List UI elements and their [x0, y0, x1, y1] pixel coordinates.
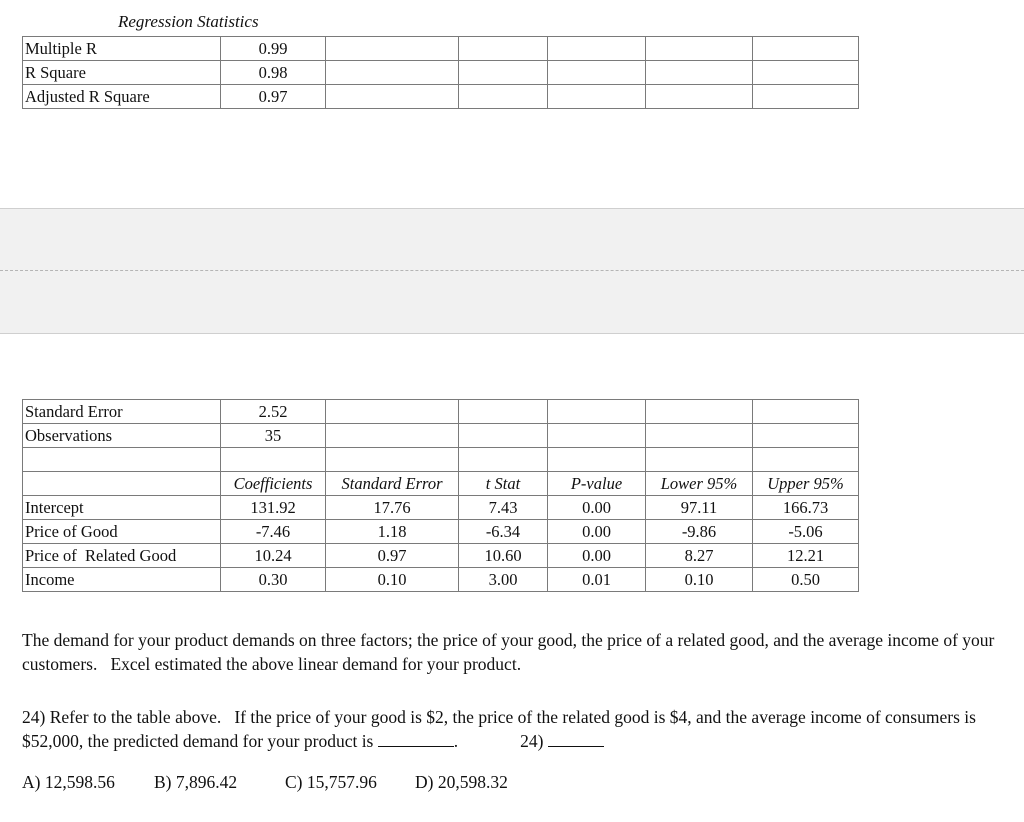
cell-value: -9.86 — [646, 520, 753, 544]
cell-value: 0.30 — [221, 568, 326, 592]
empty-cell — [459, 400, 548, 424]
question-end: . — [453, 731, 459, 751]
choice-d: D) 20,598.32 — [415, 772, 508, 792]
choice-c: C) 15,757.96 — [285, 772, 377, 792]
row-label: Adjusted R Square — [23, 85, 221, 109]
cell-value: 0.50 — [753, 568, 859, 592]
cell-value: 131.92 — [221, 496, 326, 520]
table-row — [23, 568, 859, 592]
answer-choices — [22, 772, 508, 793]
row-value: 0.97 — [221, 85, 326, 109]
page-break-divider — [0, 270, 1024, 271]
cell-value: -6.34 — [459, 520, 548, 544]
question-24-paragraph — [22, 705, 1012, 753]
cell-value: 3.00 — [459, 568, 548, 592]
cell-value: 10.24 — [221, 544, 326, 568]
empty-cell — [646, 85, 753, 109]
problem-context-paragraph: The demand for your product demands on three factors; the price of your good, the price of a related good, and the average income of your customers. Excel estimated the above linear demand for your product. — [22, 630, 999, 674]
empty-cell — [753, 448, 859, 472]
row-label: Income — [23, 568, 221, 592]
cell-value: 0.10 — [646, 568, 753, 592]
cell-value: 0.00 — [548, 520, 646, 544]
row-label: Intercept — [23, 496, 221, 520]
empty-cell — [459, 448, 548, 472]
regression-statistics-title: Regression Statistics — [118, 12, 259, 31]
empty-cell — [548, 37, 646, 61]
cell-value: -5.06 — [753, 520, 859, 544]
question-text: 24) Refer to the table above. If the price of your good is $2, the price of the related good is $4, and the average income of consumers is $52,000, the predicted demand for your product is — [22, 707, 981, 751]
cell-value: 0.00 — [548, 544, 646, 568]
cell-value: 1.18 — [326, 520, 459, 544]
empty-cell — [753, 424, 859, 448]
choice-b: B) 7,896.42 — [154, 772, 238, 792]
cell-value: 12.21 — [753, 544, 859, 568]
row-value: 2.52 — [221, 400, 326, 424]
table-row — [23, 85, 859, 109]
column-header: Upper 95% — [753, 472, 859, 496]
row-label: Price of Good — [23, 520, 221, 544]
cell-value: 166.73 — [753, 496, 859, 520]
column-header: Coefficients — [221, 472, 326, 496]
cell-value: 7.43 — [459, 496, 548, 520]
row-value: 35 — [221, 424, 326, 448]
empty-cell — [326, 85, 459, 109]
empty-cell — [548, 448, 646, 472]
row-label: Observations — [23, 424, 221, 448]
empty-cell — [646, 424, 753, 448]
empty-cell — [326, 400, 459, 424]
cell-value: 8.27 — [646, 544, 753, 568]
empty-cell — [646, 448, 753, 472]
empty-cell — [548, 61, 646, 85]
table-header-row — [23, 472, 859, 496]
answer-blank — [378, 731, 454, 747]
empty-cell — [326, 37, 459, 61]
answer-line — [548, 731, 604, 747]
empty-cell — [459, 37, 548, 61]
empty-cell — [326, 448, 459, 472]
page-break-band — [0, 208, 1024, 334]
row-label: Multiple R — [23, 37, 221, 61]
row-label: Price of Related Good — [23, 544, 221, 568]
cell-value: 10.60 — [459, 544, 548, 568]
table-row — [23, 496, 859, 520]
empty-cell — [646, 400, 753, 424]
regression-output-table — [22, 399, 859, 592]
column-header: Lower 95% — [646, 472, 753, 496]
column-header: t Stat — [459, 472, 548, 496]
empty-cell — [753, 85, 859, 109]
empty-cell — [753, 37, 859, 61]
table-row — [23, 400, 859, 424]
row-label: Standard Error — [23, 400, 221, 424]
row-value: 0.98 — [221, 61, 326, 85]
table-row — [23, 37, 859, 61]
empty-cell — [548, 85, 646, 109]
empty-cell — [459, 85, 548, 109]
table-row — [23, 544, 859, 568]
empty-cell — [23, 472, 221, 496]
choice-a: A) 12,598.56 — [22, 772, 115, 792]
empty-cell — [548, 424, 646, 448]
cell-value: 0.97 — [326, 544, 459, 568]
table-row — [23, 424, 859, 448]
column-header: P-value — [548, 472, 646, 496]
row-value: 0.99 — [221, 37, 326, 61]
empty-cell — [753, 61, 859, 85]
empty-cell — [326, 424, 459, 448]
answer-label: 24) — [520, 731, 544, 751]
table-row-blank — [23, 448, 859, 472]
empty-cell — [646, 37, 753, 61]
cell-value: 17.76 — [326, 496, 459, 520]
empty-cell — [221, 448, 326, 472]
cell-value: 0.01 — [548, 568, 646, 592]
empty-cell — [23, 448, 221, 472]
cell-value: 97.11 — [646, 496, 753, 520]
empty-cell — [459, 424, 548, 448]
row-label: R Square — [23, 61, 221, 85]
empty-cell — [326, 61, 459, 85]
empty-cell — [753, 400, 859, 424]
table-row — [23, 61, 859, 85]
empty-cell — [459, 61, 548, 85]
cell-value: -7.46 — [221, 520, 326, 544]
empty-cell — [548, 400, 646, 424]
cell-value: 0.10 — [326, 568, 459, 592]
cell-value: 0.00 — [548, 496, 646, 520]
table-row — [23, 520, 859, 544]
empty-cell — [646, 61, 753, 85]
column-header: Standard Error — [326, 472, 459, 496]
regression-statistics-table — [22, 36, 859, 109]
